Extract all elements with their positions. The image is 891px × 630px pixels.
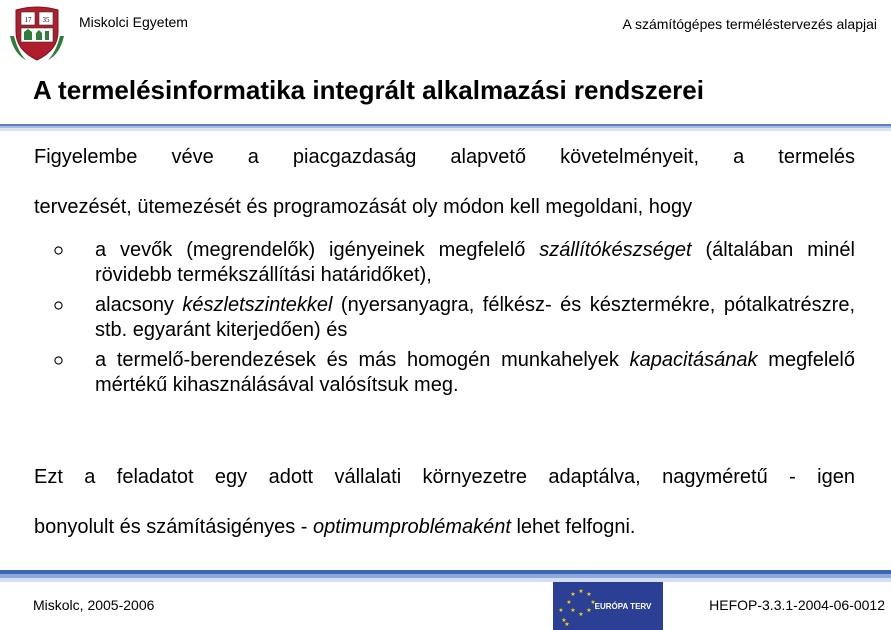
svg-text:★: ★: [586, 607, 592, 614]
closing-line-1: Ezt a feladatot egy adott vállalati környezetre adaptálva, nagyméretű - igen: [34, 466, 855, 488]
svg-text:★: ★: [590, 599, 596, 606]
closing-line-2: [34, 515, 855, 540]
bullet-text-tail: (általában minél rövidebb termékszállítási határidőket),: [95, 239, 855, 286]
bullet-dot-icon: [54, 301, 63, 310]
bullet-text: a termelő-berendezések és más homogén munkahelyek: [95, 349, 630, 371]
bullet-emphasis: szállítókészséget: [539, 239, 692, 261]
footer-place-years: Miskolc, 2005-2006: [33, 597, 155, 613]
footer-divider: [0, 570, 891, 582]
bullet-text-tail: megfelelő mértékű kihasználásával valósítsuk meg.: [95, 349, 855, 396]
svg-text:★: ★: [561, 617, 567, 624]
svg-text:★: ★: [570, 607, 576, 614]
slide-title: A termelésinformatika integrált alkalmazási rendszerei: [33, 75, 704, 105]
svg-text:★: ★: [586, 591, 592, 598]
intro-line-1: Figyelembe véve a piacgazdaság alapvető követelményeit, a termelés: [34, 146, 855, 168]
closing-text-tail: lehet felfogni.: [510, 516, 636, 538]
intro-line-2: tervezését, ütemezését és programozását oly módon kell megoldani, hogy: [34, 196, 693, 218]
eu-europa-terv-logo: [553, 582, 663, 630]
bullet-emphasis: kapacitásának: [629, 349, 758, 371]
intro-paragraph: [34, 145, 855, 220]
svg-text:★: ★: [566, 599, 572, 606]
header-university-name: Miskolci Egyetem: [79, 14, 188, 30]
list-item: [34, 238, 855, 288]
list-item: [34, 293, 855, 343]
bullet-dot-icon: [54, 246, 63, 255]
closing-text: bonyolult és számításigényes -: [34, 516, 314, 538]
footer-project-code: HEFOP-3.3.1-2004-06-0012: [709, 597, 885, 613]
crest-year-right: 35: [42, 16, 50, 24]
svg-text:★: ★: [558, 607, 564, 614]
crest-year-left: 17: [24, 16, 32, 24]
bullet-text: a vevők (megrendelők) igényeinek megfelelő: [95, 239, 540, 261]
eu-logo-text: EURÓPA TERV: [594, 602, 652, 611]
bullet-text: alacsony: [95, 294, 183, 316]
bullet-emphasis: készletszintekkel: [182, 294, 333, 316]
closing-paragraph: [34, 465, 855, 540]
svg-text:★: ★: [578, 588, 584, 595]
bullet-text-tail: (nyersanyagra, félkész- és késztermékre, pótalkatrészre, stb. egyaránt kiterjedően) és: [95, 294, 855, 341]
bullet-dot-icon: [54, 356, 63, 365]
list-item: [34, 348, 855, 398]
header-course-title: A számítógépes terméléstervezés alapjai: [622, 16, 877, 32]
closing-emphasis: optimumproblémaként: [313, 516, 511, 538]
svg-text:★: ★: [564, 621, 570, 628]
university-crest-logo: [6, 2, 68, 64]
svg-text:★: ★: [578, 611, 584, 618]
svg-text:★: ★: [570, 591, 576, 598]
title-divider: [0, 124, 891, 131]
requirement-list: [34, 238, 855, 403]
